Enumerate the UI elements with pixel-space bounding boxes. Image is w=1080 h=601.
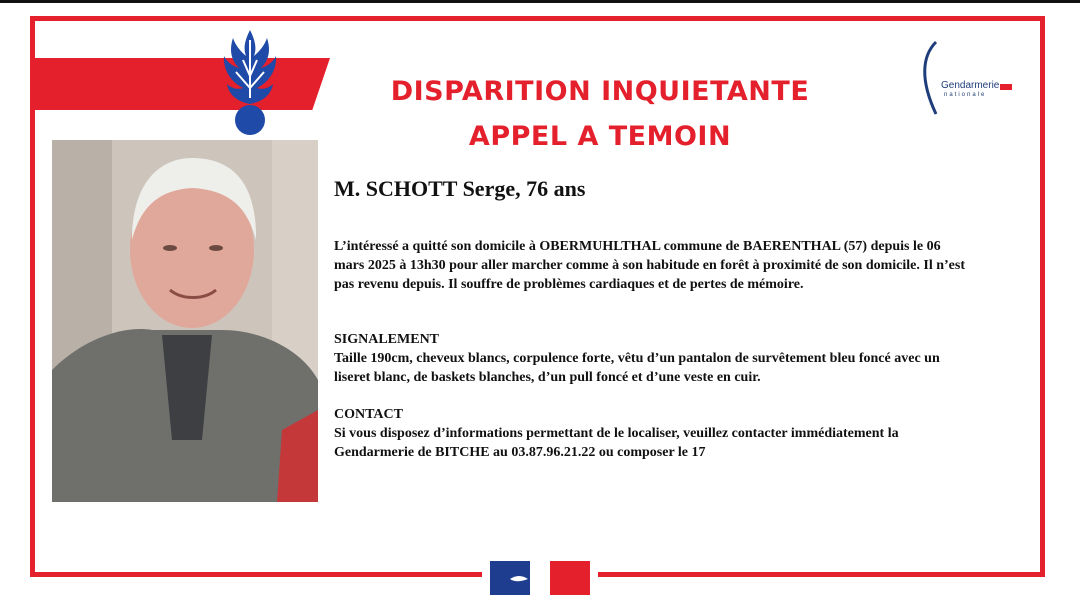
logo-flag bbox=[1000, 84, 1012, 90]
signalement-text: Taille 190cm, cheveux blancs, corpulence forte, vêtu d’un pantalon de survêtement bleu foncé avec un liseret blanc, de baskets blanches, d’un pull foncé et d’une veste en cuir. bbox=[334, 351, 940, 385]
alert-title: DISPARITION INQUIETANTE bbox=[390, 76, 810, 107]
logo-name: Gendarmerie bbox=[941, 80, 1000, 91]
red-banner bbox=[35, 58, 330, 110]
logo-subtitle: nationale bbox=[944, 92, 987, 98]
missing-person-photo bbox=[52, 140, 318, 502]
signalement-heading: SIGNALEMENT bbox=[334, 332, 440, 347]
person-name: M. SCHOTT Serge, 76 ans bbox=[334, 176, 586, 201]
alert-subtitle: APPEL A TEMOIN bbox=[468, 121, 732, 152]
contact-heading: CONTACT bbox=[334, 407, 403, 422]
contact-text: Si vous disposez d’informations permettant de le localiser, veuillez contacter immédiatement la Gendarmerie de BITCHE au 03.87.96.21.22 ou composer le 17 bbox=[334, 426, 899, 460]
gendarmerie-grenade-icon bbox=[219, 26, 281, 136]
top-border bbox=[0, 0, 1080, 3]
marianne-logo-icon bbox=[490, 561, 590, 595]
disappearance-description: L’intéressé a quitté son domicile à OBERMUHLTHAL commune de BAERENTHAL (57) depuis le 06 mars 2025 à 13h30 pour aller marcher comme à son habitude en forêt à proximité de son domicile. Il n’est pas revenu depuis. Il souffre de problèmes cardiaques et de pertes de mémoire. bbox=[334, 239, 965, 292]
